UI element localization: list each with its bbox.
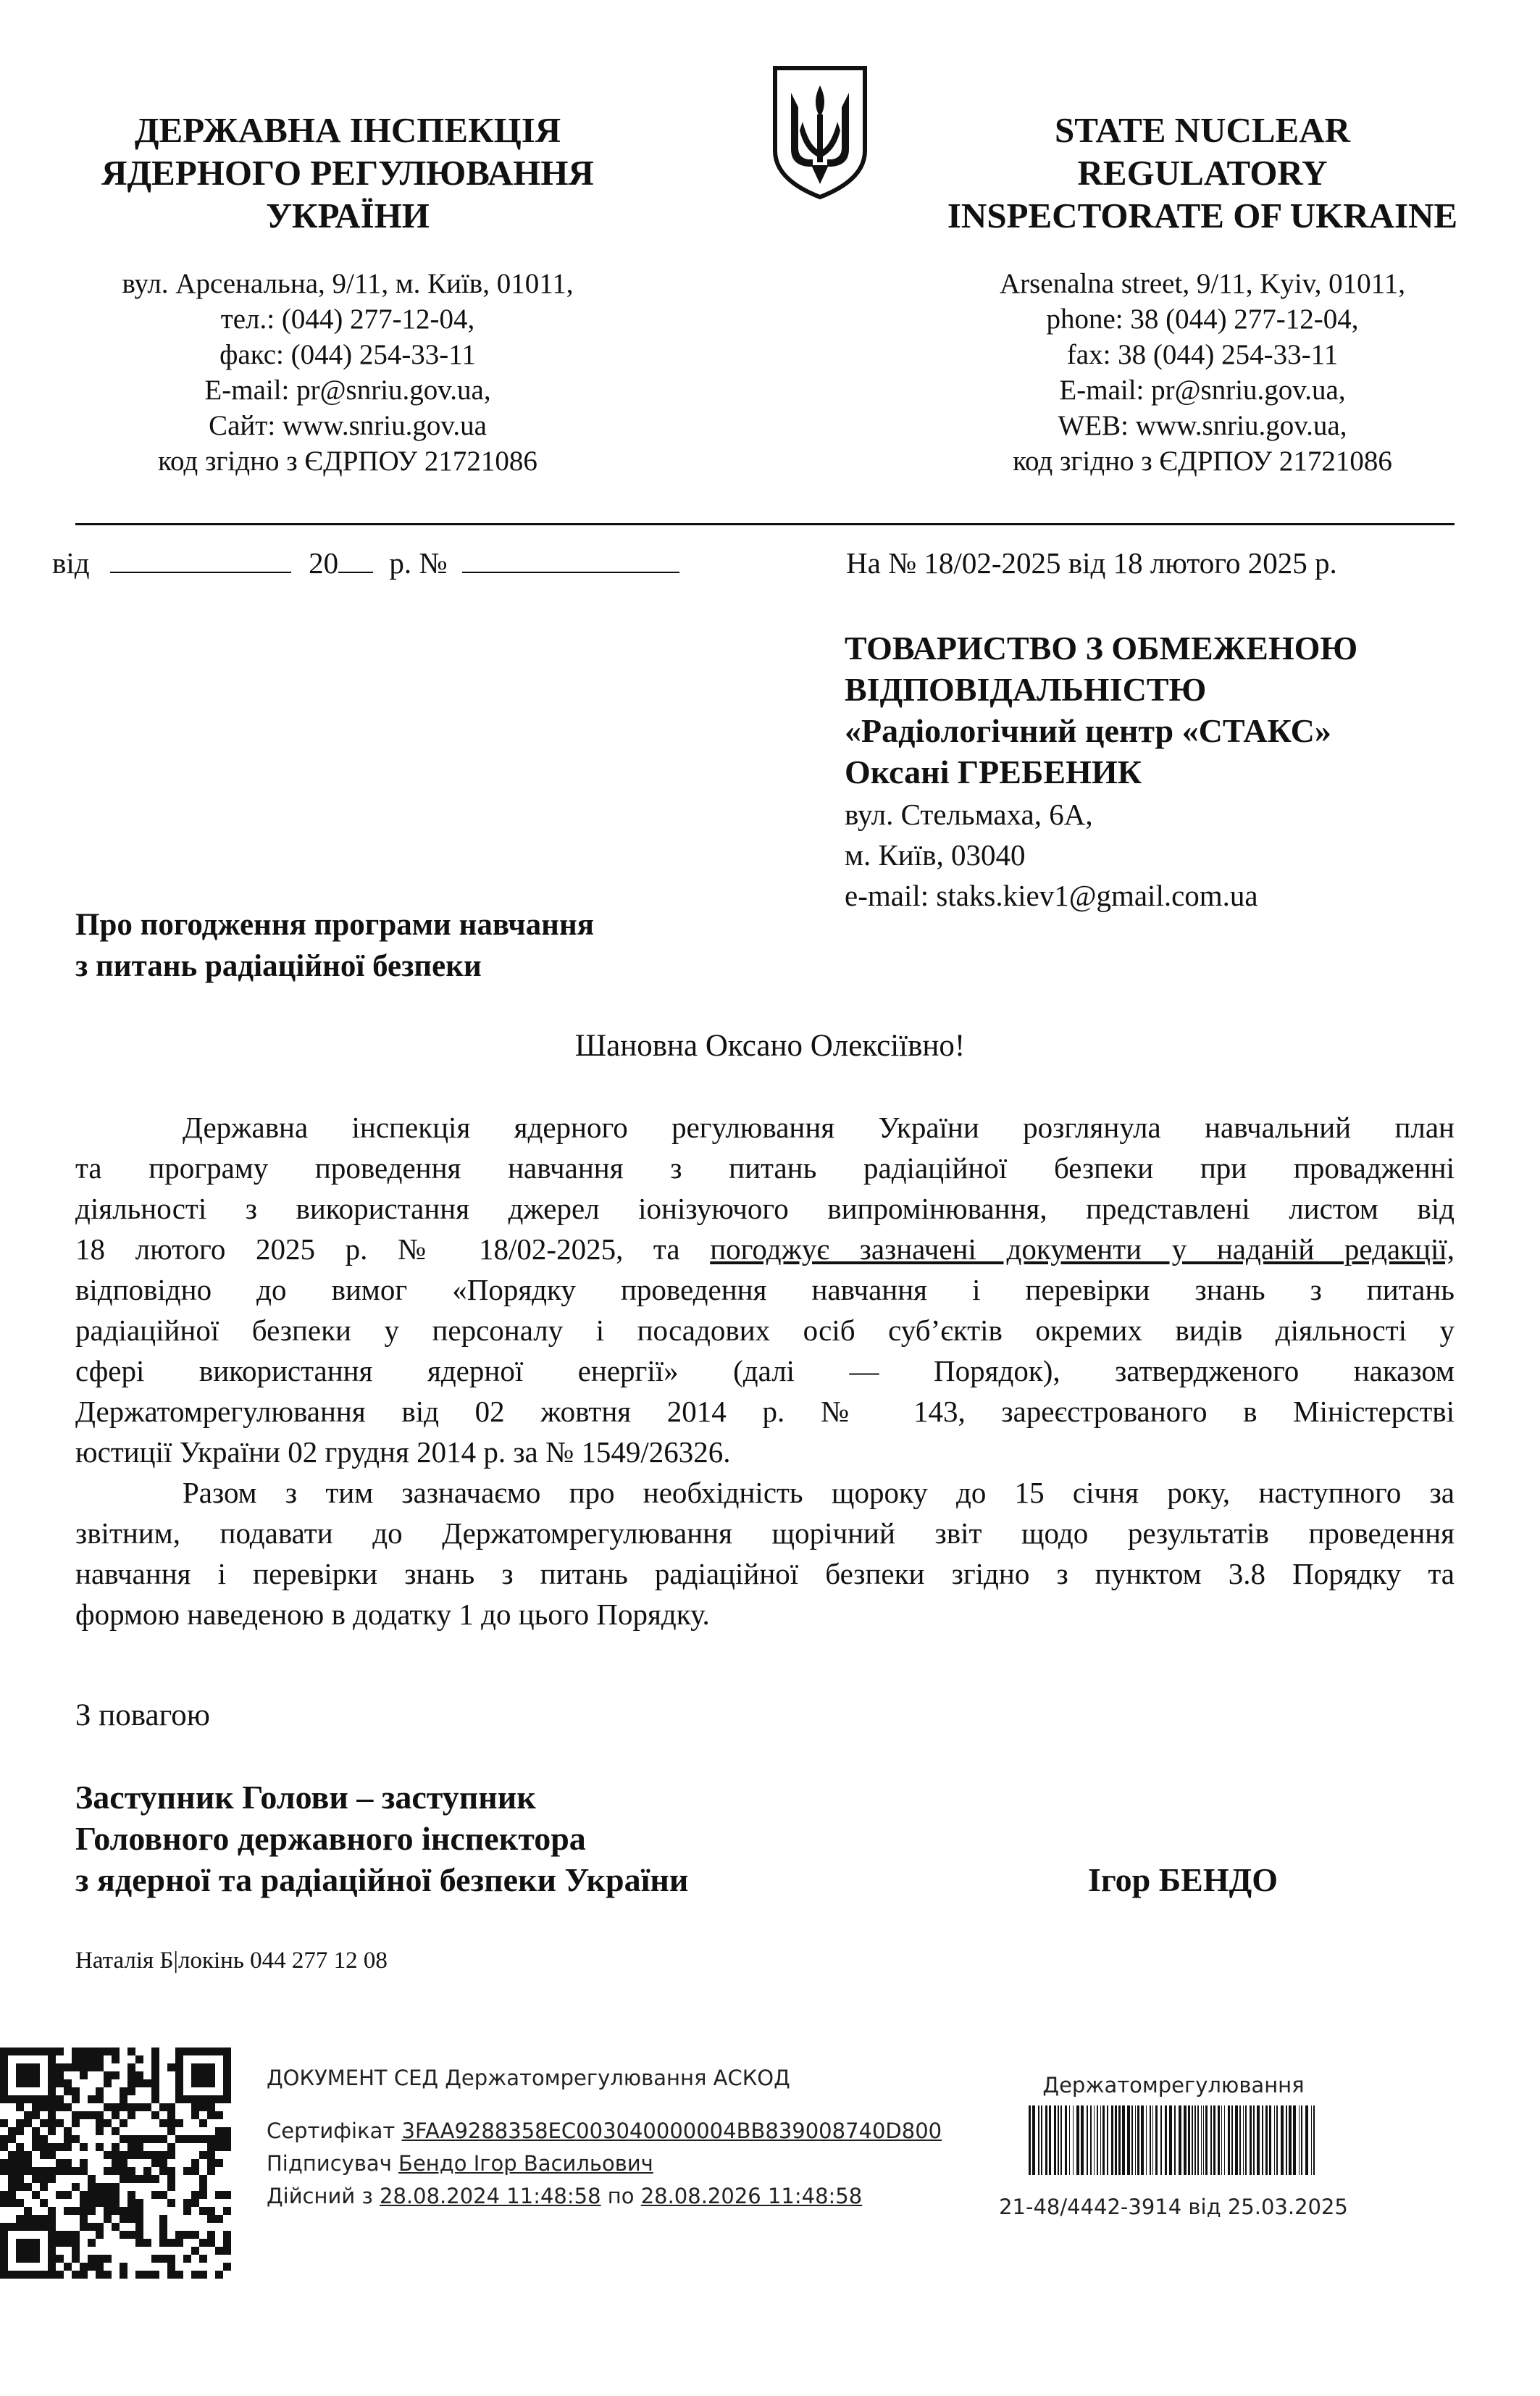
header-ua <box>58 109 637 479</box>
sed-signer-row <box>267 2147 991 2180</box>
from-label: від <box>52 546 90 580</box>
addressee-block <box>845 627 1497 916</box>
addressee-name: Оксані ГРЕБЕНИК <box>845 754 1142 790</box>
sed-signer-label: Підписувач <box>267 2151 392 2176</box>
body-p1-line-9: юстиції України 02 грудня 2014 р. за № 1549/26326. <box>75 1435 731 1469</box>
sed-title: ДОКУМЕНТ СЕД Держатомрегулювання АСКОД <box>267 2066 790 2090</box>
org-name-en-3: INSPECTORATE OF UKRAINE <box>947 196 1458 235</box>
body-p1-line-2: та програму проведення навчання з питань радіаційної безпеки при провадженні <box>75 1151 1455 1185</box>
approval-phrase: погоджує зазначені документи у наданій редакції, <box>710 1232 1455 1266</box>
contact-ua-email: E-mail: pr@snriu.gov.ua, <box>204 375 491 406</box>
year-blank <box>338 550 373 573</box>
sed-stamp <box>267 2062 991 2213</box>
body-paragraph-1 <box>75 1107 1455 1635</box>
contact-en-address: Arsenalna street, 9/11, Kyiv, 01011, <box>1000 268 1405 299</box>
signatory-name: Ігор БЕНДО <box>1088 1861 1279 1898</box>
addressee-org-2: ВІДПОВІДАЛЬНІСТЮ <box>845 671 1207 708</box>
org-name-ua-2: ЯДЕРНОГО РЕГУЛЮВАННЯ <box>101 153 594 193</box>
contact-en-email: E-mail: pr@snriu.gov.ua, <box>1059 375 1346 406</box>
date-blank <box>110 550 291 573</box>
body-p1-line-4: 18 лютого 2025 р. № 18/02-2025, та погоджує зазначені документи у наданій редакції, <box>75 1232 1455 1266</box>
closing: З повагою <box>75 1698 210 1732</box>
addressee-org-1: ТОВАРИСТВО З ОБМЕЖЕНОЮ <box>845 630 1358 667</box>
sed-valid-from: 28.08.2024 11:48:58 <box>380 2184 601 2208</box>
number-blank <box>462 550 679 573</box>
contact-ua-phone: тел.: (044) 277-12-04, <box>220 304 475 335</box>
position-line-1: Заступник Голови – заступник <box>75 1779 536 1816</box>
sed-valid-label: Дійсний з <box>267 2184 373 2208</box>
body-p1-line-8: Держатомрегулювання від 02 жовтня 2014 р. № 143, зареєстрованого в Міністерстві <box>75 1395 1455 1428</box>
org-name-ua-1: ДЕРЖАВНА ІНСПЕКЦІЯ <box>134 110 561 150</box>
qr-code-icon <box>0 2048 231 2279</box>
header-en <box>905 109 1499 479</box>
contact-ua-edrpou: код згідно з ЄДРПОУ 21721086 <box>158 446 537 477</box>
barcode-icon <box>1029 2105 1318 2175</box>
org-name-en-1: STATE NUCLEAR <box>1055 110 1350 150</box>
sed-cert-value: 3FAA9288358EC003040000004BB839008740D800 <box>401 2119 942 2143</box>
body-p1-line-1: Державна інспекція ядерного регулювання України розглянула навчальний план <box>183 1111 1455 1144</box>
sed-valid-to: 28.08.2026 11:48:58 <box>640 2184 863 2208</box>
body-p1-line-6: радіаційної безпеки у персоналу і посадових осіб суб’єктів окремих видів діяльності у <box>75 1314 1455 1347</box>
org-name-ua-3: УКРАЇНИ <box>266 196 430 235</box>
body-p2-line-1: Разом з тим зазначаємо про необхідність щороку до 15 січня року, наступного за <box>183 1476 1455 1509</box>
position-line-3: з ядерної та радіаційної безпеки України <box>75 1861 689 1898</box>
executor-contact: Наталія Б|локінь 044 277 12 08 <box>75 1948 388 1974</box>
addressee-street: вул. Стельмаха, 6А, <box>845 798 1093 831</box>
salutation: Шановна Оксано Олексіївно! <box>574 1029 966 1063</box>
org-name-en-2: REGULATORY <box>1077 153 1328 193</box>
sed-cert-label: Сертифікат <box>267 2119 396 2143</box>
body-p2-line-2: звітним, подавати до Держатомрегулювання щорічний звіт щодо результатів проведення <box>75 1516 1455 1550</box>
contact-ua-fax: факс: (044) 254-33-11 <box>219 339 476 370</box>
subject-line-2: з питань радіаційної безпеки <box>75 949 482 983</box>
body-p1-line-7: сфері використання ядерної енергії» (далі — Порядок), затвердженого наказом <box>75 1354 1455 1387</box>
header-divider <box>75 523 1455 525</box>
barcode-org: Держатомрегулювання <box>1042 2073 1305 2097</box>
contact-en-edrpou: код згідно з ЄДРПОУ 21721086 <box>1013 446 1392 477</box>
position-line-2: Головного державного інспектора <box>75 1820 586 1857</box>
body-p1-line-3: діяльності з використання джерел іонізуючого випромінювання, представлені листом від <box>75 1192 1455 1225</box>
year-label: 20 <box>309 546 339 580</box>
addressee-org-3: «Радіологічний центр «СТАКС» <box>845 712 1331 749</box>
body-p2-line-3: навчання і перевірки знань з питань радіаційної безпеки згідно з пунктом 3.8 Порядку та <box>75 1557 1455 1590</box>
contact-en-phone: phone: 38 (044) 277-12-04, <box>1046 304 1359 335</box>
sed-cert-row <box>267 2115 991 2147</box>
sed-valid-to-label: по <box>607 2184 635 2208</box>
trident-coat-of-arms-icon <box>771 64 869 201</box>
reply-ref: На № 18/02-2025 від 18 лютого 2025 р. <box>846 546 1337 580</box>
addressee-email: e-mail: staks.kiev1@gmail.com.ua <box>845 879 1258 912</box>
sed-valid-row <box>267 2180 991 2213</box>
outgoing-ref-line <box>52 545 719 581</box>
subject-line-1: Про погодження програми навчання <box>75 908 594 942</box>
contact-en-fax: fax: 38 (044) 254-33-11 <box>1066 339 1339 370</box>
contact-ua-address: вул. Арсенальна, 9/11, м. Київ, 01011, <box>122 268 574 299</box>
addressee-city: м. Київ, 03040 <box>845 838 1026 872</box>
registration-number: 21-48/4442-3914 від 25.03.2025 <box>999 2195 1348 2219</box>
sed-signer-value: Бендо Ігор Васильович <box>398 2151 653 2176</box>
number-label: р. № <box>389 546 448 580</box>
contact-ua-site: Сайт: www.snriu.gov.ua <box>209 410 487 441</box>
signatory-position <box>75 1777 872 1900</box>
subject <box>75 904 727 987</box>
body-p2-line-4: формою наведеною в додатку 1 до цього Порядку. <box>75 1598 710 1631</box>
contact-en-site: WEB: www.snriu.gov.ua, <box>1058 410 1347 441</box>
body-p1-line-5: відповідно до вимог «Порядку проведення навчання і перевірки знань з питань <box>75 1273 1455 1306</box>
